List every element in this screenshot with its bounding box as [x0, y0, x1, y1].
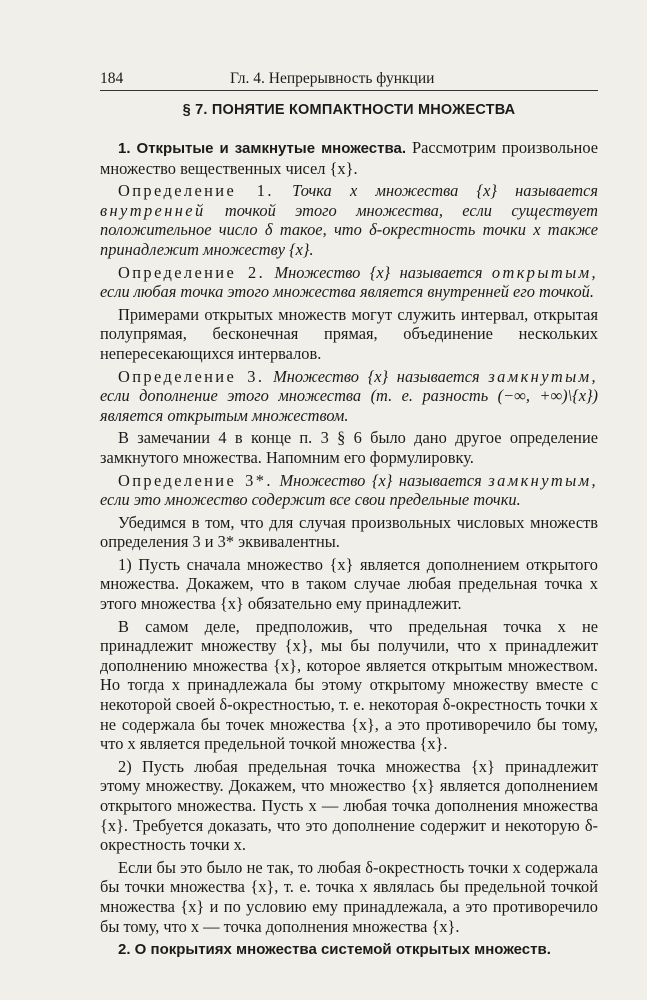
definition-3-star [100, 471, 598, 510]
definition-3-term: замкнутым, [488, 366, 598, 386]
proof-part-2: 2) Пусть любая предельная точка множества {x} принадлежит этому множеству. Докажем, что множество {x} является дополнением открытого множества. Пусть x — любая точка дополнения множества {x}. Требуется доказать, что это дополнение содержит и некоторую δ-окрестность точки x. [100, 756, 598, 855]
proof-part-2-detail: Если бы это было не так, то любая δ-окрестность точки x содержала бы точки множества {x}, т. е. точка x являлась бы предельной точкой множества {x} и по условию ему принадлежала, а это противоречило бы тому, что x — точка дополнения множества {x}. [100, 857, 598, 936]
definition-3-text-a: Множество {x} называется [273, 366, 480, 386]
definition-2 [100, 263, 598, 302]
header-rule [100, 90, 598, 91]
subsection2-paragraph [100, 939, 598, 960]
definition-2-text-a: Множество {x} называется [274, 262, 483, 282]
definition-2-text-b: если любая точка этого множества является внутренней его точкой. [100, 282, 594, 302]
definition-2-term: открытым, [491, 262, 598, 282]
definition-3-star-term: замкнутым, [488, 470, 598, 490]
definition-1-text-b: точкой этого множества, если существует положительное число δ такое, что δ-окрестность точки x также принадлежит множеству {x}. [100, 200, 598, 259]
subsection1-paragraph [100, 138, 598, 178]
definition-1-text-a: Точка x множества {x} называется [292, 181, 598, 201]
running-title: Гл. 4. Непрерывность функции [230, 70, 435, 87]
definition-3-star-text-b: если это множество содержит все свои предельные точки. [100, 490, 521, 510]
body-text [100, 138, 598, 963]
section-heading: § 7. ПОНЯТИЕ КОМПАКТНОСТИ МНОЖЕСТВА [182, 102, 516, 118]
page-number: 184 [100, 70, 124, 87]
definition-1-label: Определение 1. [118, 181, 274, 201]
remark-paragraph: В замечании 4 в конце п. 3 § 6 было дано другое определение замкнутого множества. Напомним его формулировку. [100, 428, 598, 467]
definition-3-text-b: если дополнение этого множества (т. е. разность (−∞, +∞)\{x}) является открытым множеством. [100, 386, 598, 425]
proof-part-1-detail: В самом деле, предположив, что предельная точка x не принадлежит множеству {x}, мы бы получили, что x принадлежит дополнению множества {x}, которое является открытым множеством. Но тогда x принадлежала бы этому открытому множеству вместе с некоторой своей δ-окрестностью, т. е. некоторая δ-окрестность точки x не содержала бы точек множества {x}, а это противоречило бы тому, что x является предельной точкой множества {x}. [100, 616, 598, 754]
equivalence-paragraph: Убедимся в том, что для случая произвольных числовых множеств определения 3 и 3* эквивалентны. [100, 512, 598, 552]
definition-2-label: Определение 2. [118, 262, 266, 282]
running-header [100, 70, 598, 90]
definition-3-star-text-a: Множество {x} называется [279, 470, 482, 490]
subsection1-intro: Рассмотрим произвольное множество вещественных чисел {x}. [100, 138, 599, 178]
examples-open-sets: Примерами открытых множеств могут служить интервал, открытая полупрямая, бесконечная прямая, объединение нескольких непересекающихся интервалов. [100, 304, 598, 363]
definition-3 [100, 367, 598, 426]
subsection1-title: 1. Открытые и замкнутые множества. [118, 140, 406, 157]
definition-1-term: внутренней [100, 200, 206, 220]
definition-1 [100, 181, 598, 259]
definition-3-label: Определение 3. [118, 366, 265, 386]
subsection2-title: 2. О покрытиях множества системой открытых множеств. [118, 941, 551, 959]
definition-3-star-label: Определение 3*. [118, 470, 273, 490]
proof-part-1: 1) Пусть сначала множество {x} является дополнением открытого множества. Докажем, что в таком случае любая предельная точка x этого множества {x} обязательно ему принадлежит. [100, 554, 598, 614]
